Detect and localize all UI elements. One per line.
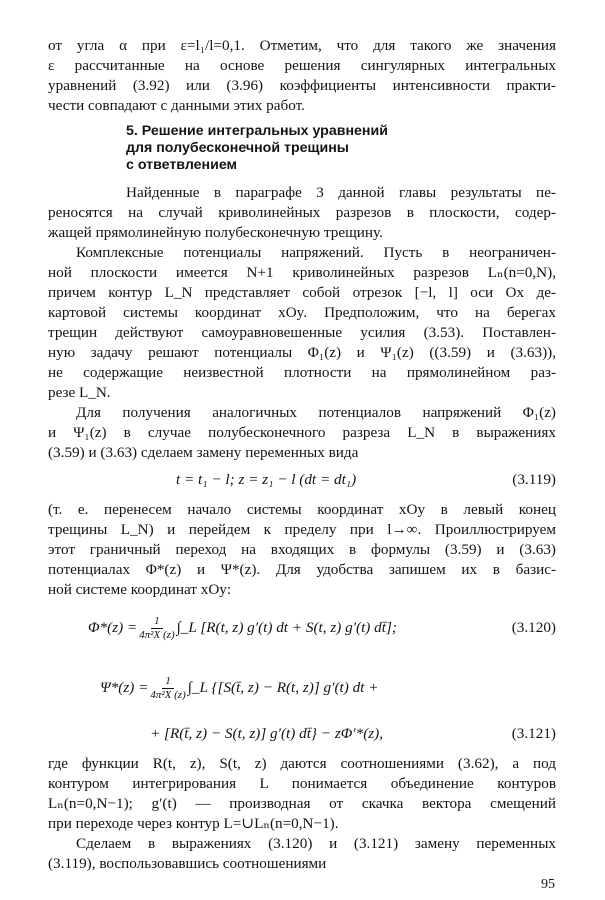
para4-line-5: ной системе координат xOy:	[48, 581, 232, 598]
section-heading-line-3: с ответвлением	[126, 157, 238, 173]
para3-line-2: и Ψ₁(z) в случае полубесконечного разреза L_N в выражениях	[48, 424, 556, 441]
equation-3-120-denominator: 4π²X (z)	[139, 628, 175, 641]
section-heading-line-2: для полубесконечной трещины	[126, 140, 349, 156]
para2-line-4: картовой системы координат xOy. Предположим, что на берегах	[48, 304, 556, 321]
para3-line-3: (3.59) и (3.63) сделаем замену переменных вида	[48, 444, 359, 461]
para4-line-2: трещины L_N) и перейдем к пределу при l→∞. Проиллюстрируем	[48, 521, 556, 538]
equation-3-121-body-1: ∫_L {[S(t̄, z) − R(t, z)] g′(t) dt +	[187, 679, 379, 696]
equation-3-121-lhs: Ψ*(z) =	[100, 679, 149, 696]
para5-line-1: где функции R(t, z), S(t, z) даются соотношениями (3.62), а под	[48, 755, 556, 772]
equation-3-121-fraction	[150, 675, 185, 702]
equation-3-120-fraction	[139, 615, 174, 642]
equation-3-119: t = t₁ − l; z = z₁ − l (dt = dt₁)	[176, 471, 357, 488]
equation-3-120-body: ∫_L [R(t, z) g′(t) dt + S(t, z) g′(t) dt̄];	[176, 619, 397, 636]
para3-line-1: Для получения аналогичных потенциалов напряжений Φ₁(z)	[76, 404, 556, 421]
section-heading-line-1: 5. Решение интегральных уравнений	[126, 123, 388, 139]
para2-line-2: ной плоскости имеется N+1 криволинейных разрезов Lₙ(n=0,N),	[48, 264, 556, 281]
intro-line-4: чести совпадают с данными этих работ.	[48, 97, 305, 114]
intro-line-1: от угла α при ε=l₁/l=0,1. Отметим, что для такого же значения	[48, 37, 556, 54]
para1-line-2: реносятся на случай криволинейных разрезов в плоскости, содер-	[48, 204, 556, 221]
equation-3-121-numerator: 1	[162, 675, 174, 689]
equation-3-121-line-2: + [R(t̄, z) − S(t, z)] g′(t) dt̄} − zΦ′*(z),	[150, 725, 384, 742]
para5-line-2: контуром интегрирования L понимается объединение контуров	[48, 775, 556, 792]
para6-line-1: Сделаем в выражениях (3.120) и (3.121) замену переменных	[76, 835, 556, 852]
para2-line-1: Комплексные потенциалы напряжений. Пусть в неограничен-	[76, 244, 556, 261]
para1-line-1: Найденные в параграфе 3 данной главы результаты пе-	[126, 184, 556, 201]
equation-3-121-denominator: 4π²X (z)	[150, 688, 186, 701]
para2-line-5: трещин действуют самоуравновешенные усилия (3.53). Поставлен-	[48, 324, 556, 341]
para4-line-4: потенциалах Φ*(z) и Ψ*(z). Для удобства запишем их в базис-	[48, 561, 556, 578]
para1-line-3: жащей прямолинейную полубесконечную трещину.	[48, 224, 383, 241]
page-number: 95	[541, 877, 555, 892]
para2-line-3: причем контур L_N представляет собой отрезок [−l, l] оси Ox де-	[48, 284, 556, 301]
equation-3-120-lhs: Φ*(z) =	[88, 619, 138, 636]
para4-line-1: (т. е. перенесем начало системы координат xOy в левый конец	[48, 501, 556, 518]
equation-3-120	[88, 608, 397, 648]
equation-3-121-line-1	[100, 668, 378, 708]
para2-line-7: не содержащие неизвестной плотности на прямолинейном раз-	[48, 364, 556, 381]
para5-line-4: при переходе через контур L=∪Lₙ(n=0,N−1).	[48, 815, 339, 832]
para2-line-6: ную задачу решают потенциалы Φ₁(z) и Ψ₁(z) ((3.59) и (3.63)),	[48, 344, 556, 361]
equation-number-3-121: (3.121)	[511, 725, 556, 742]
equation-number-3-119: (3.119)	[512, 471, 556, 488]
intro-line-3: уравнений (3.92) или (3.96) коэффициенты интенсивности практи-	[48, 77, 556, 94]
equation-3-120-numerator: 1	[151, 615, 163, 629]
para6-line-2: (3.119), воспользовавшись соотношениями	[48, 855, 327, 872]
para4-line-3: этот граничный переход на входящих в формулы (3.59) и (3.63)	[48, 541, 556, 558]
para2-line-8: резе L_N.	[48, 384, 111, 401]
para5-line-3: Lₙ(n=0,N−1); g′(t) — производная от скачка вектора смещений	[48, 795, 556, 812]
equation-number-3-120: (3.120)	[511, 619, 556, 636]
intro-line-2: ε рассчитанные на основе решения сингулярных интегральных	[48, 57, 556, 74]
